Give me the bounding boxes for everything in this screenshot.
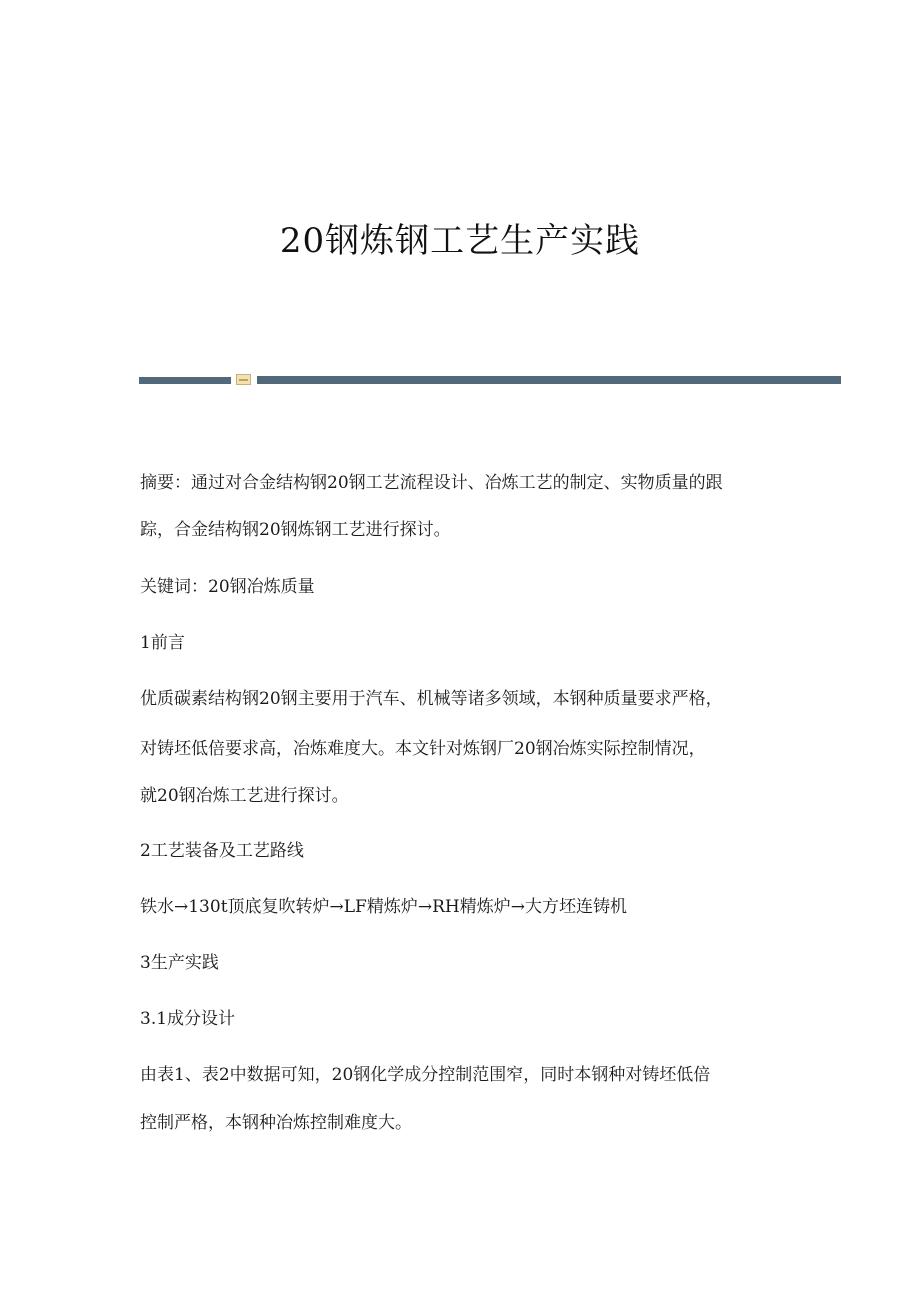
- section-heading-3: 3生产实践: [140, 953, 219, 973]
- process-route: 铁水→130t顶底复吹转炉→LF精炼炉→RH精炼炉→大方坯连铸机: [140, 897, 627, 917]
- section-heading-1: 1前言: [140, 633, 185, 653]
- subsection-heading-3-1: 3.1成分设计: [140, 1009, 236, 1029]
- divider-right-segment: [257, 376, 841, 384]
- paragraph-2-line-2: 控制严格，本钢种冶炼控制难度大。: [140, 1113, 412, 1133]
- abstract-line-1: 摘要：通过对合金结构钢20钢工艺流程设计、冶炼工艺的制定、实物质量的跟: [140, 473, 723, 493]
- keywords: 关键词：20钢冶炼质量: [140, 577, 315, 597]
- paragraph-1-line-2: 对铸坯低倍要求高，冶炼难度大。本文针对炼钢厂20钢冶炼实际控制情况，: [140, 739, 706, 759]
- section-heading-2: 2工艺装备及工艺路线: [140, 841, 304, 861]
- title-divider: [139, 375, 841, 385]
- divider-ornament-icon: [236, 374, 251, 385]
- paragraph-1-line-3: 就20钢冶炼工艺进行探讨。: [140, 786, 349, 806]
- document-title: 20钢炼钢工艺生产实践: [279, 221, 641, 261]
- divider-left-segment: [139, 377, 231, 384]
- abstract-line-2: 踪，合金结构钢20钢炼钢工艺进行探讨。: [140, 520, 451, 540]
- paragraph-2-line-1: 由表1、表2中数据可知，20钢化学成分控制范围窄，同时本钢种对铸坯低倍: [140, 1065, 711, 1085]
- paragraph-1-line-1: 优质碳素结构钢20钢主要用于汽车、机械等诸多领域，本钢种质量要求严格，: [140, 689, 723, 709]
